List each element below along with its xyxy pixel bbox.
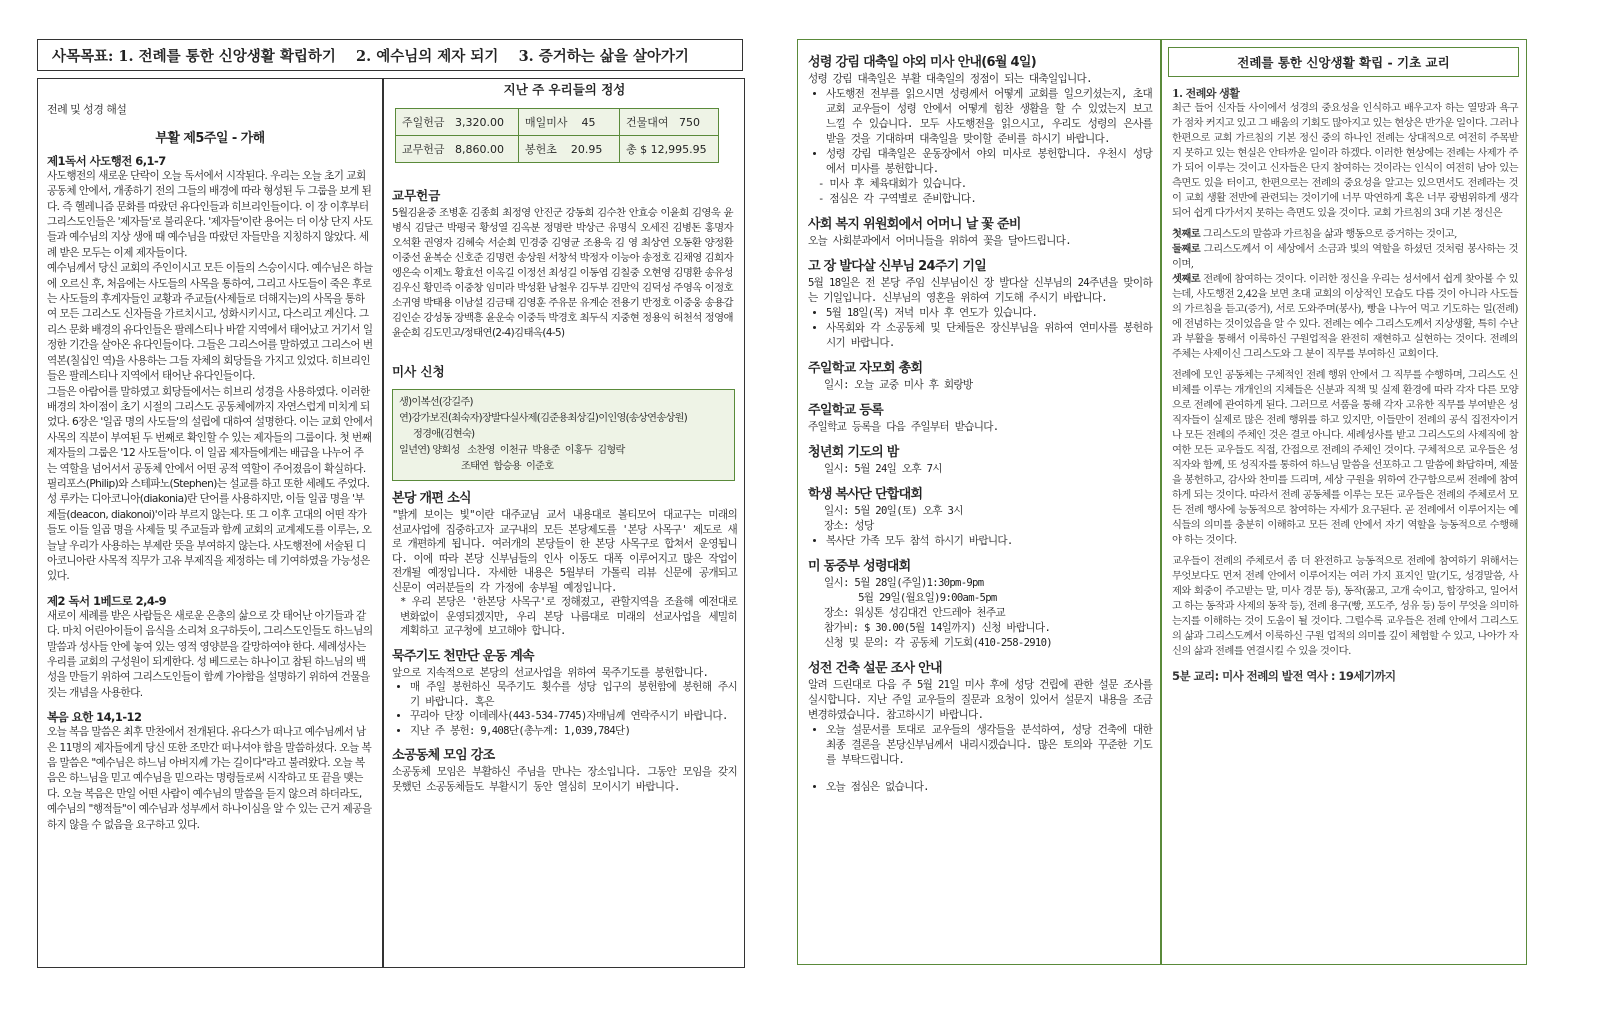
announcements	[808, 54, 1152, 795]
event-bullets	[808, 723, 1152, 768]
event-detail: 일시: 5월 24일 오후 7시	[824, 463, 942, 475]
doctrine-point: 둘째로 그리스도께서 이 세상에서 소금과 빛의 역할을 하셨던 것처럼 봉사하는 것이며,	[1172, 243, 1518, 270]
list-item: • 지난 주 봉헌: 9,408단(총누계: 1,039,784단)	[410, 724, 737, 739]
reading1-heading: 제1독서 사도행전 6,1-7	[47, 153, 166, 168]
offering-section	[392, 80, 737, 794]
event-title: 주일학교 등록	[808, 403, 883, 418]
mass-line: 조태연 함승용 이준호	[461, 461, 554, 472]
list-item: • 매 주일 봉헌하신 묵주기도 횟수를 성당 입구의 봉헌함에 봉헌해 주시기 바랍니다. 혹은	[410, 680, 737, 709]
doctrine-paragraph: 교우들이 전례의 주체로서 좀 더 완전하고 능동적으로 전례에 참여하기 위해서는 무엇보다도 먼저 전례 안에서 이루어지는 여러 가지 표지인 말(기도, 성경말씀, 사제와 회중이 주고받는 말, 미사 경문 등), 동작(꿇고, 고개 숙이고, 합장하고, 일어서고 하는 동작과 사제의 동작 등), 전례 용구(빵, 포도주, 성유 등) 등이 무엇을 의미하는지를 이해하는 것이 도움이 될 것이다. 그럴수록 교우들은 전례 안에서 그리스도의 삶과 그리스도께서 이룩하신 구원 업적의 의미를 깊이 체험할 수 있고, 나아가 자신의 삶과 전례를 연결시킬 수 있을 것이다.	[1172, 555, 1518, 657]
news-title: 본당 개편 소식	[392, 491, 471, 506]
offering-label: 교무헌금 8,860.00	[396, 136, 519, 163]
event-paragraph: 주일학교 등록을 다음 주일부터 받습니다.	[808, 421, 999, 433]
donors-title: 교무헌금	[392, 188, 441, 203]
event-title: 성전 건축 설문 조사 안내	[808, 661, 942, 676]
event-title: 학생 복사단 단합대회	[808, 487, 923, 502]
list-item: • 5월 18일(목) 저녁 미사 후 연도가 있습니다.	[826, 306, 1152, 321]
list-item: • 꾸리아 단장 이데레사(443-534-7745)자매님께 연락주시기 바랍니다.	[410, 709, 737, 724]
commentary-title: 부활 제5주일 - 가해	[155, 131, 265, 147]
event-dash: - 미사 후 체육대회가 있습니다.	[818, 178, 967, 190]
offering-title: 지난 주 우리들의 정성	[503, 82, 626, 97]
event-bullets	[808, 87, 1152, 177]
offering-label: 건물대여 750	[620, 109, 719, 136]
event-title: 청년회 기도의 밤	[808, 445, 899, 460]
event-detail: 5월 29일(월요일)9:00am-5pm	[824, 592, 997, 604]
event-title: 사회 복지 위원회에서 어머니 날 꽃 준비	[808, 217, 1021, 232]
event-detail: 신청 및 문의: 각 공동체 기도회(410-258-2910)	[824, 637, 1052, 649]
parish-news	[392, 490, 737, 794]
goals-banner	[37, 39, 743, 71]
offering-label: 총 $ 12,995.95	[620, 136, 719, 163]
doctrine-paragraph: 전례에 모인 공동체는 구체적인 전례 행위 안에서 그 직무를 수행하며, 그리스도 신비체를 이루는 개개인의 지체들은 신분과 직책 및 실제 환경에 따라 각자 다른 모양으로 전례에 관여하게 된다. 그러므로 서품을 통해 각자 고유한 직무를 부여받은 성직자들이 실제로 많은 전례 행위를 하고 있지만, 이들만이 전례의 공식 집전자이거나 모든 전례의 주체인 것은 결코 아니다. 세례성사를 받고 그리스도의 사제직에 참여한 모든 교우들도 직접, 간접으로 전례의 주체인 것이다. 구체적으로 교우들은 성직자와 함께, 또 성직자를 통하여 하느님 말씀을 선포하고 그 말씀에 화답하며, 제물을 봉헌하고, 감사와 찬미를 드리며, 세상 구원을 위하여 간구함으로써 전례에 참여하게 되는 것이다. 따라서 전례 공동체를 이루는 모든 교우들은 전례의 주체로서 모든 전례 행사에 능동적으로 참여하는 자세가 요구된다. 곧 전례에서 이루어지는 예식들의 의미를 충분히 이해하고 모든 전례 안에서 자기 역할을 능동적으로 수행해야 하는 것이다.	[1172, 369, 1518, 546]
news-paragraph: "밝게 보이는 빛"이란 대주교님 교서 내용대로 볼티모어 대교구는 미래의 선교사업에 집중하고자 교구내의 모든 본당제도를 '본당 사목구' 제도로 새로 개편하게 됩니다. 여러개의 본당들이 한 본당 사목구로 합쳐서 운영됩니다. 이에 따라 본당 신부님들의 인사 이동도 대폭 이루어지고 많은 작업이 전개될 예정입니다. 자세한 내용은 5월부터 가톨릭 리뷰 신문에 공개되고 신문이 여러분들의 각 가정에 송부될 예정입니다.	[392, 509, 737, 594]
event-detail: 장소: 성당	[824, 520, 874, 532]
reading2-heading: 제2 독서 1베드로 2,4-9	[47, 593, 167, 608]
event-title: 미 동중부 성령대회	[808, 559, 911, 574]
event-detail: 일시: 5월 28일(주일)1:30pm-9pm	[824, 577, 984, 589]
doctrine-heading: 1. 전례와 생활	[1172, 87, 1240, 100]
event-detail: 일시: 오늘 교중 미사 후 회랑방	[824, 379, 973, 391]
event-bullets	[808, 534, 1152, 549]
event-title: 고 장 발다살 신부님 24주기 기일	[808, 259, 987, 274]
news-paragraph: * 우리 본당은 '한본당 사목구'로 정해졌고, 관할지역을 조율해 예전대로 변화없이 운영되겠지만, 우리 본당 나름대로 미래의 선교사업을 세밀히 계획하고 교구청에 보고해야 합니다.	[400, 596, 737, 637]
mass-title: 미사 신청	[392, 364, 445, 379]
event-detail: 일시: 5월 20일(토) 오후 3시	[824, 505, 963, 517]
footer-note	[808, 780, 1152, 795]
gospel-heading: 복음 요한 14,1-12	[47, 710, 142, 725]
event-paragraph: 성령 강림 대축일은 부활 대축일의 정점이 되는 대축일입니다.	[808, 73, 1092, 85]
reading2-body: 새로이 세례를 받은 사람들은 새로운 은총의 삶으로 갓 태어난 아기들과 같다. 마치 어린아이들이 음식을 소리쳐 요구하듯이, 그리스도인들도 하느님의 말씀과 성사들 안에 놓여 있는 영적 영양분을 갈망하여야 한다. 세례성사는 우리를 교회의 구성원이 되게한다. 성 베드로는 하나이고 참된 하느님의 백성을 만들기 위하여 그리스도인들이 함께 가야함을 설명하기 위하여 건물을 짓는 개념을 사용한다.	[47, 609, 373, 699]
mass-line: 연)강가보진(최숙자)장발다실사제(김준용최상길)이인영(송상연송상원)	[399, 413, 688, 424]
mass-line: 정경애(김현숙)	[413, 429, 475, 440]
doctrine-footer: 5분 교리: 미사 전례의 발전 역사 : 19세기까지	[1172, 669, 1396, 683]
list-item: • 복사단 가족 모두 참석 하시기 바랍니다.	[826, 534, 1152, 549]
event-detail: 장소: 워싱톤 성김대건 안드레아 천주교	[824, 607, 1005, 619]
news-paragraph: 소공동체 모임은 부활하신 주님을 만나는 장소입니다. 그동안 모임을 갖지 못했던 소공동체들도 부활시기 동안 열심히 모이시기 바랍니다.	[392, 766, 737, 793]
mass-line: 생)이복선(강길주)	[399, 397, 473, 408]
offering-label: 매일미사 45	[519, 109, 620, 136]
news-title: 소공동체 모임 강조	[392, 748, 495, 763]
liturgy-commentary	[47, 102, 373, 833]
left-page-divider	[382, 78, 384, 968]
news-bullets	[392, 680, 737, 738]
table-row	[396, 136, 719, 163]
event-paragraph: 5월 18일은 전 본당 주임 신부님이신 장 발다살 신부님의 24주년을 맞이하는 기일입니다. 신부님의 영혼을 위하여 기도해 주시기 바랍니다.	[808, 277, 1152, 304]
right-page-divider	[1160, 39, 1162, 965]
section-label: 전례 및 성경 해설	[47, 103, 127, 116]
mass-line: 일년연) 양회성 소찬영 이천규 박용준 이홍두 김형락	[399, 445, 625, 456]
table-row	[396, 109, 719, 136]
event-dash: - 점심은 각 구역별로 준비합니다.	[818, 193, 977, 205]
list-item: • 오늘 설문서를 토대로 교우들의 생각들을 분석하여, 성당 건축에 대한 최종 결론을 본당신부님께서 내리시겠습니다. 많은 토의와 꾸준한 기도를 부탁드립니다.	[826, 723, 1152, 768]
news-title: 묵주기도 천만단 운동 계속	[392, 648, 534, 664]
doctrine-title: 전례를 통한 신앙생활 확립 - 기초 교리	[1237, 55, 1450, 70]
news-paragraph: 앞으로 지속적으로 본당의 선교사업을 위하여 묵주기도를 봉헌합니다.	[392, 666, 709, 679]
list-item: • 성령 강림 대축일은 운동장에서 야외 미사로 봉헌합니다. 우천시 성당에서 미사를 봉헌합니다.	[826, 147, 1152, 177]
offering-table	[395, 108, 719, 163]
list-item: • 오늘 점심은 없습니다.	[826, 780, 1152, 795]
event-title: 주일학교 자모회 총회	[808, 361, 923, 376]
list-item: • 사목회와 각 소공동체 및 단체들은 장신부님을 위하여 연미사를 봉헌하시기 바랍니다.	[826, 321, 1152, 351]
gospel-body: 오늘 복음 말씀은 최후 만찬에서 전개된다. 유다스가 떠나고 예수님께서 남은 11명의 제자들에게 당신 또한 조만간 떠나셔야 함을 말씀하셨다. 오늘 복음 말씀은 "예수님은 하느님 아버지께 가는 길이다"라고 불려왔다. 오늘 복음은 하느님을 믿고 예수님을 믿으라는 명령들로써 시작하고 또 끝을 맺는다. 오늘 복음은 만일 어떤 사람이 예수님의 말씀을 듣지 않으려 하더라도, 예수님의 "행적들"이 예수님과 성부께서 하나이심을 알 수 있는 근거 제공을 하지 않을 수 없음을 요구하고 있다.	[47, 726, 372, 831]
event-paragraph: 알려 드린대로 다음 주 5월 21일 미사 후에 성당 건립에 관한 설문 조사를 실시합니다. 지난 주일 교우들의 질문과 요청이 있어서 설문지 내용을 조금 변경하였습니다. 참고하시기 바랍니다.	[808, 679, 1152, 721]
doctrine-text	[1172, 86, 1518, 684]
doctrine-paragraph: 최근 들어 신자들 사이에서 성경의 중요성을 인식하고 배우고자 하는 열망과 욕구가 점차 커지고 있고 그 배움의 기회도 많아지고 있는 현상은 반가운 일이다. 그러나 한편으로 교회 가르침의 기본 정신 중의 하나인 전례는 상대적으로 여전히 주목받지 못하고 있는 현실은 안타까운 일이라 하겠다. 이러한 현상에는 전례는 사제가 주가 되어 이루는 것이고 신자들은 단지 참여하는 것이라는 인식이 여전히 남아 있는 측면도 있을 터이고, 한편으로는 전례의 중요성을 알고는 있으면서도 전례라는 것이 교회 생활 전반에 관련되는 것이기에 너무 막연하게 혹은 너무 광범위하게 생각되어 쉽게 다가서지 못하는 측면도 있을 것이다. 교회 가르침의 3대 기본 정신은	[1172, 102, 1518, 219]
donors-list: 5월김윤중 조병훈 김종희 최정영 안진군 강동희 김수찬 안효승 이윤희 김영욱 윤병식 김달근 박평국 황성열 김옥분 정명란 박상근 유명식 오세진 김병돈 홍명자 오석환 권영자 김혜숙 서순희 민경중 김영균 조용욱 김 영 최상연 오동환 양정환 이중선 윤복순 신호준 김명련 송상원 서창석 박정자 이능아 송정호 김채영 김희자 엥은숙 이제노 황효선 이옥길 이정선 최성길 이동엽 김칠중 오현영 김명환 송유성 김우신 황민즉 이중창 임미라 박성환 남철우 김두부 김만익 김덕성 주영옥 이정호 소귀영 박태용 이남설 김금태 김영훈 주유문 유계순 전용기 반정호 이중웅 송용갑 김인순 강성동 장백흥 윤운숙 이중득 박경호 최두식 지중현 정용익 허천석 정영애 윤순희 김도민고/정태연(2-4)김태옥(4-5)	[392, 207, 733, 339]
doctrine-title-box	[1168, 47, 1519, 77]
event-detail: 참가비: $ 30.00(5월 14일까지) 신청 바랍니다.	[824, 622, 1051, 634]
doctrine-point: 첫째로 그리스도의 말씀과 가르침을 삶과 행동으로 증거하는 것이고,	[1172, 228, 1457, 240]
reading1-body: 사도행전의 새로운 단락이 오늘 독서에서 시작된다. 우리는 오늘 초기 교회 공동체 안에서, 개종하기 전의 그들의 배경에 따라 형성된 두 그룹을 보게 된다. 즉 헬레니즘 문화를 따랐던 유다인들과 히브리인들이다. 이 장 이후부터 그리스도인들은 '제자들'로 불리운다. '제자들'이란 용어는 더 이상 단지 사도들과 예수님의 지상 생애 때 예수님을 따랐던 자들만을 지칭하지 않았다. 세례 받은 모두는 이제 제자들이다. 예수님께서 당신 교회의 주인이시고 모든 이들의 스승이시다. 예수님은 하늘에 오르신 후, 처음에는 사도들의 사목을 통하여, 그리고 사도들이 죽은 후로는 사도들의 후계자들인 교황과 주교들(사제들로 더해지는)의 사목을 통하여 모든 그리스도 신자들을 가르치시고, 성화시키시고, 다스리고 계신다. 그리스 문화 배경의 유다인들은 팔레스티나 바깥 지역에서 태어났고 거기서 일정한 기간을 살아온 유다인들이다. 그들은 그리스어를 말하였고 그리스어 번역본(칠십인 역)을 사용하는 그들 자체의 회당들을 가지고 있었다. 히브리인들은 팔레스티나 지역에서 태어난 유다인들이다. 그들은 아람어를 말하였고 회당들에서는 히브리 성경을 사용하였다. 이러한 배경의 차이점이 초기 시절의 그리스도 공동체에까지 자연스럽게 미치게 되었다. 6장은 '일곱 명의 사도들'의 설립에 대하여 설명한다. 이는 교회 안에서 사목의 직분이 부여된 두 번째로 확인할 수 있는 제자들의 그룹이다. 첫 번째 제자들의 그룹은 '12 사도들'이다. 이 일곱 제자들에게는 배급을 나누어 주는 역할을 넘어서서 공동체 안에서 어떤 공적 역할이 주어졌음이 확실하다. 필리포스(Philip)와 스테파노(Stephen)는 설교를 하고 또한 세례도 주었다. 성 루카는 디아코니아(diakonia)란 단어를 사용하지만, 이들 일곱 명을 '부제들(deacon, diakonoi)'이라 부르지 않는다. 또 그 이후 고대의 어떤 작가들도 이들 일곱 명을 사제들 및 주교들과 함께 교회의 교계제도를 이루는, 오늘날 우리가 사용하는 부제란 뜻을 부여하지 않는다. 사도행전에 서술된 디아코니아란 사목적 직무가 고유 부제직을 제정하는 데 기여하였을 가능성은 있다.	[47, 169, 373, 583]
event-paragraph: 오늘 사회분과에서 어머니들을 위하여 꽃을 달아드립니다.	[808, 235, 1071, 247]
goals-text: 사목목표: 1. 전례를 통한 신앙생활 확립하기 2. 예수님의 제자 되기 3. 증거하는 삶을 살아가기	[52, 47, 689, 65]
event-title: 성령 강림 대축일 야외 미사 안내(6월 4일)	[808, 55, 1036, 70]
offering-label: 봉헌초 20.95	[519, 136, 620, 163]
event-bullets	[808, 306, 1152, 351]
doctrine-point: 셋째로 전례에 참여하는 것이다. 이러한 정신을 우리는 성서에서 쉽게 찾아볼 수 있는데, 사도행전 2,42을 보면 초대 교회의 이상적인 모습도 다름 것이 아니라 사도들의 가르침을 듣고(증거), 서로 도와주며(봉사), 빵을 나누어 먹고 기도하는 일(전례)에 전념하는 것이었음을 알 수 있다. 전례는 예수 그리스도께서 지상생활, 특히 수난과 부활을 통해서 이룩하신 구원업적을 완전히 재현하고 실현하는 것이다. 전례의 주체는 사제이신 그리스도와 그 분이 직무를 부여하신 교회이다.	[1172, 273, 1518, 360]
list-item: • 사도행전 전부를 읽으시면 성령께서 어떻게 교회를 일으키셨는지, 초대 교회 교우들이 성령 안에서 어떻게 힘찬 생활을 할 수 있었는지 보고 느낄 수 있습니다. 모두 사도행전을 읽으시고, 우리도 성령의 은사를 받을 것을 기대하며 대축일을 맞이할 준비를 하시기 바랍니다.	[826, 87, 1152, 147]
mass-box	[392, 389, 735, 481]
offering-label: 주일헌금 3,320.00	[396, 109, 519, 136]
